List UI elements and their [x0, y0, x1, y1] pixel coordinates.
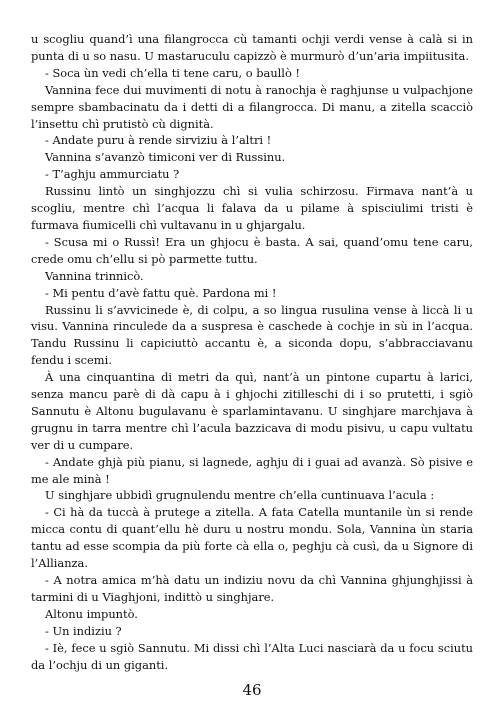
- paragraph: Vannina fece dui muvimenti di notu à ranochja è raghjunse u vulpachjone sempre sbambacinatu da i detti di a filangrocca. Di manu, a zitella scacciò l’insettu chì prutistò cù dignità.: [31, 82, 473, 131]
- paragraph: - Ci hà da tuccà à prutege a zitella. A fata Catella muntanile ùn si rende micca contu di quant’ellu hè duru u nostru mondu. Sola, Vannina ùn staria tantu ad esse scompia da più forte cà ella o, peghju cà cusì, da u Signore di l’Allianza.: [31, 505, 473, 571]
- paragraph: u scogliu quand’ì una filangrocca cù tamanti ochji verdi vense à calà si in punta di u so nasu. U mastaruculu capizzò è murmurò d’un’aria impiitusita.: [31, 32, 473, 63]
- paragraph: Vannina s’avanzò timiconi ver di Russinu.: [45, 150, 286, 165]
- paragraph: Altonu impuntò.: [45, 606, 138, 621]
- paragraph: - A notra amica m’hà datu un indiziu novu da chì Vannina ghjunghjissi à tarmini di u Viaghjoni, indittò u singhjare.: [31, 573, 473, 604]
- body-text: [31, 31, 473, 673]
- paragraph: À una cinquantina di metri da quì, nant’à un pintone cupartu à larici, senza mancu parè di dà capu à i ghjochi zitilleschi di i so prutetti, i sgiò Sannutu è Altonu bugulavanu è sparlamintavanu. U singhjare marchjava à grugnu in tarra mentre chì l’acula bazzicava di modu pisivu, u capu vultatu ver di u cumpare.: [31, 370, 473, 452]
- paragraph: - Mi pentu d’avè fattu què. Pardona mi !: [45, 285, 277, 300]
- paragraph: Russinu li s’avvicinede è, di colpu, a so lingua rusulina vense à liccà li u visu. Vannina rinculede da a suspresa è caschede à cochje in sù in l’acqua. Tandu Russinu li capiciuttò accantu è, a siconda dopu, s’abbracciavanu fendu i scemi.: [31, 302, 473, 368]
- paragraph: - Andate puru à rende sirviziu à l’altri !: [45, 133, 272, 148]
- paragraph: - Un indiziu ?: [45, 623, 122, 638]
- paragraph: - T’aghju ammurciatu ?: [45, 167, 180, 182]
- paragraph: Russinu lintò un singhjozzu chì si vulia schirzosu. Firmava nant’à u scogliu, mentre chì l’acqua li falava da u pilame à spisciulimi tristi è furmava fiumicelli chì vultavanu in u ghjargalu.: [31, 184, 473, 232]
- paragraph: - Scusa mi o Russì! Era un ghjocu è basta. A sai, quand’omu tene caru, crede omu ch’ellu si pò parmette tuttu.: [31, 234, 473, 266]
- paragraph: - Iè, fece u sgiò Sannutu. Mi dissi chì l’Alta Luci nasciarà da u focu sciutu da l’ochju di un giganti.: [31, 640, 473, 672]
- paragraph: - Andate ghjà più pianu, si lagnede, aghju di i guai ad avanzà. Sò pisive e me ale minà !: [31, 454, 473, 486]
- paragraph: Vannina trinnicò.: [45, 268, 144, 283]
- paragraph: U singhjare ubbidì grugnulendu mentre ch’ella cuntinuava l’acula :: [45, 488, 435, 503]
- paragraph: - Soca ùn vedi ch’ella ti tene caru, o baullò !: [45, 65, 301, 80]
- page-number: 46: [242, 681, 262, 699]
